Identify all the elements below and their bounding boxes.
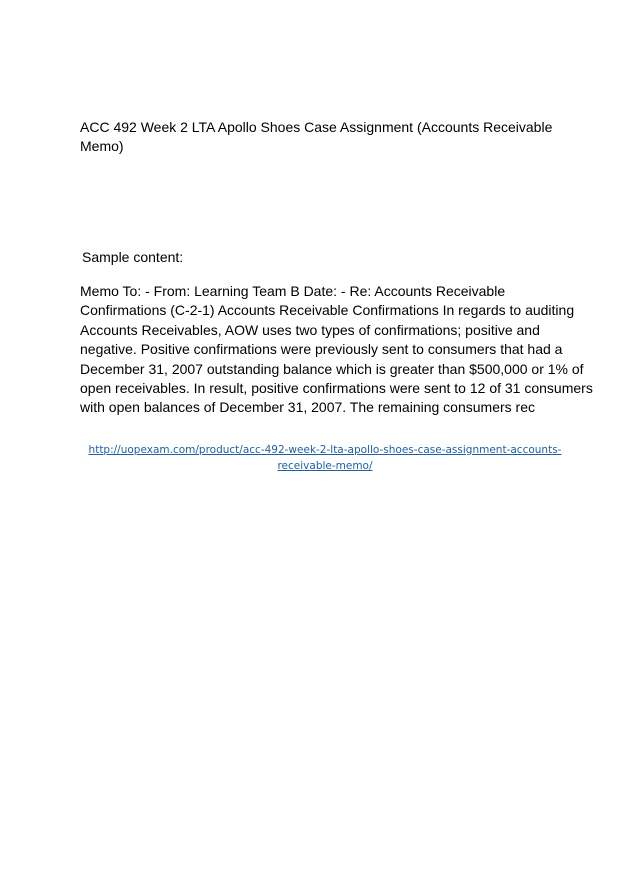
memo-line: with open balances of December 31, 2007. The remaining consumers rec: [80, 399, 535, 416]
product-link-line-1[interactable]: http://uopexam.com/product/acc-492-week-2-lta-apollo-shoes-case-assignment-accounts-: [88, 444, 562, 456]
memo-line: December 31, 2007 outstanding balance which is greater than $500,000 or 1% of: [80, 360, 584, 377]
product-link[interactable]: [89, 444, 562, 472]
sample-content-label: Sample content:: [82, 249, 184, 265]
product-link-line-2[interactable]: receivable-memo/: [277, 460, 373, 472]
product-link-container: [80, 442, 570, 474]
memo-line: negative. Positive confirmations were previously sent to consumers that had a: [80, 341, 563, 358]
document-title: ACC 492 Week 2 LTA Apollo Shoes Case Assignment (Accounts Receivable Memo): [80, 119, 553, 154]
memo-line: Confirmations (C-2-1) Accounts Receivable Confirmations In regards to auditing: [80, 302, 575, 319]
memo-line: open receivables. In result, positive confirmations were sent to 12 of 31 consumers: [80, 380, 593, 397]
memo-line: Memo To: - From: Learning Team B Date: - Re: Accounts Receivable: [80, 283, 506, 299]
memo-body: [80, 282, 593, 418]
memo-line: Accounts Receivables, AOW uses two types of confirmations; positive and: [80, 321, 540, 338]
